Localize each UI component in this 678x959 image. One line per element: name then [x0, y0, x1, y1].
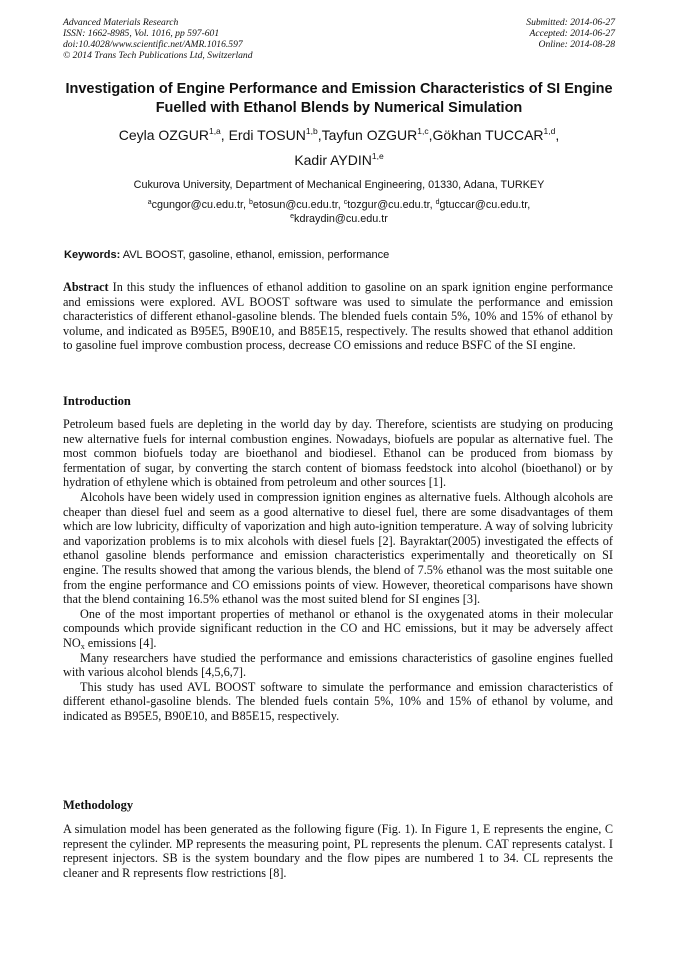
copyright-line: © 2014 Trans Tech Publications Ltd, Switzerland [63, 50, 253, 61]
online-date: Online: 2014-08-28 [538, 39, 615, 50]
email-address[interactable]: $^c$tozgur@cu.edu.tr, [343, 199, 436, 211]
abstract-text: In this study the influences of ethanol addition to gasoline on an spark ignition engine performance and emissions were explored. AVL BOOST software was used to simulate the performance and emission characteristics of different ethanol-gasoline blends. The blended fuels contain 5%, 10% and 15% of ethanol by volume, and indicated as B95E5, B90E10, and B85E15, respectively. The results showed that ethanol addition to gasoline fuel improve combustion process, decrease CO emissions and reduce BSFC of the SI engine. [63, 280, 613, 353]
introduction-body [63, 417, 613, 723]
abstract [63, 280, 613, 353]
email-address[interactable]: $^d$gtuccar@cu.edu.tr, [435, 199, 531, 211]
author: Erdi TOSUN$^{1,b}$, [228, 126, 322, 143]
keywords-text: AVL BOOST, gasoline, ethanol, emission, performance [120, 249, 390, 261]
methodology-heading: Methodology [63, 798, 134, 812]
submitted-date: Submitted: 2014-06-27 [526, 17, 615, 28]
journal-header-left [63, 17, 363, 61]
paragraph: A simulation model has been generated as the following figure (Fig. 1). In Figure 1, E represents the engine, C represent the cylinder. MP represents the measuring point, PL represents the plenum. CAT represents catalyst. I represent injectors. SB is the system boundary and the flow pipes are numbered 1 to 34. CL represents the cleaner and R represents flow restrictions [8]. [63, 822, 613, 880]
journal-header-right [395, 17, 615, 50]
paragraph: Many researchers have studied the performance and emissions characteristics of gasoline engines fuelled with various alcohol blends [4,5,6,7]. [63, 650, 613, 680]
author: Gökhan TUCCAR$^{1,d}$, [432, 126, 560, 143]
issn-line: ISSN: 1662-8985, Vol. 1016, pp 597-601 [63, 28, 220, 39]
accepted-date: Accepted: 2014-06-27 [529, 28, 615, 39]
paragraph: Alcohols have been widely used in compression ignition engines as alternative fuels. Although alcohols are cheaper than diesel fuel and seem as a good alternative to diesel fuel, there are some disadvantages of them which are low lubricity, difficulty of vaporization and high auto-ignition temperature. A way of solving lubricity and vaporization problems is to mix alcohols with diesel fuels [2]. Bayraktar(2005) investigated the effects of ethanol gasoline blends performance and emission characteristics experimentally and theoretically on SI engine. The results showed that among the various blends, the blend of 7.5% ethanol was the most suitable one from the engine performance and CO emissions points of view. However, theoretical comparisons have shown that the blend containing 16.5% ethanol was the most suited blend for SI engines [3]. [63, 489, 613, 607]
email-address[interactable]: $^a$cgungor@cu.edu.tr, [147, 199, 249, 211]
paper-title: Investigation of Engine Performance and Emission Characteristics of SI Engine Fuelled with Ethanol Blends by Numerical Simulation [65, 81, 613, 116]
abstract-label: Abstract [63, 280, 109, 294]
author: Ceyla OZGUR$^{1,a}$, [118, 126, 229, 143]
doi-line[interactable]: doi:10.4028/www.scientific.net/AMR.1016.597 [63, 39, 243, 50]
paragraph: One of the most important properties of methanol or ethanol is the oxygenated atoms in their molecular compounds which provide significant reduction in the CO and HC emissions, but it may be adversely affect $NO_x$ emissions [4]. [63, 606, 613, 651]
journal-name: Advanced Materials Research [63, 17, 179, 28]
methodology-body [63, 822, 613, 880]
paragraph: Petroleum based fuels are depleting in the world day by day. Therefore, scientists are studying on producing new alternative fuels for internal combustion engines. Nowadays, biofuels are popular as alternative fuel. The most common biofuels today are bioethanol and biodiesel. Ethanol can be produced from biomass by fermentation of sugar, by converting the starch content of biomass feedstock into alcohol (bioethanol) or by hydration of ethylene which is obtained from petroleum and other sources [1]. [63, 417, 613, 490]
affiliation: Cukurova University, Department of Mechanical Engineering, 01330, Adana, TURKEY [133, 179, 545, 191]
paragraph: This study has used AVL BOOST software to simulate the performance and emission characteristics of different ethanol-gasoline blends. The blended fuels contain 5%, 10% and 15% of ethanol by volume, and indicated as B95E5, B90E10, and B85E15, respectively. [63, 679, 613, 723]
author: Kadir AYDIN$^{1,e}$ [294, 151, 384, 168]
author-list [60, 123, 618, 173]
author: Tayfun OZGUR$^{1,c}$, [321, 126, 433, 143]
email-address[interactable]: $^b$etosun@cu.edu.tr, [249, 199, 344, 211]
keywords-label: Keywords: [64, 249, 121, 261]
introduction-heading: Introduction [63, 394, 131, 408]
email-address[interactable]: $^e$kdraydin@cu.edu.tr [290, 213, 388, 225]
author-emails [90, 198, 588, 226]
keywords-line [64, 248, 614, 262]
